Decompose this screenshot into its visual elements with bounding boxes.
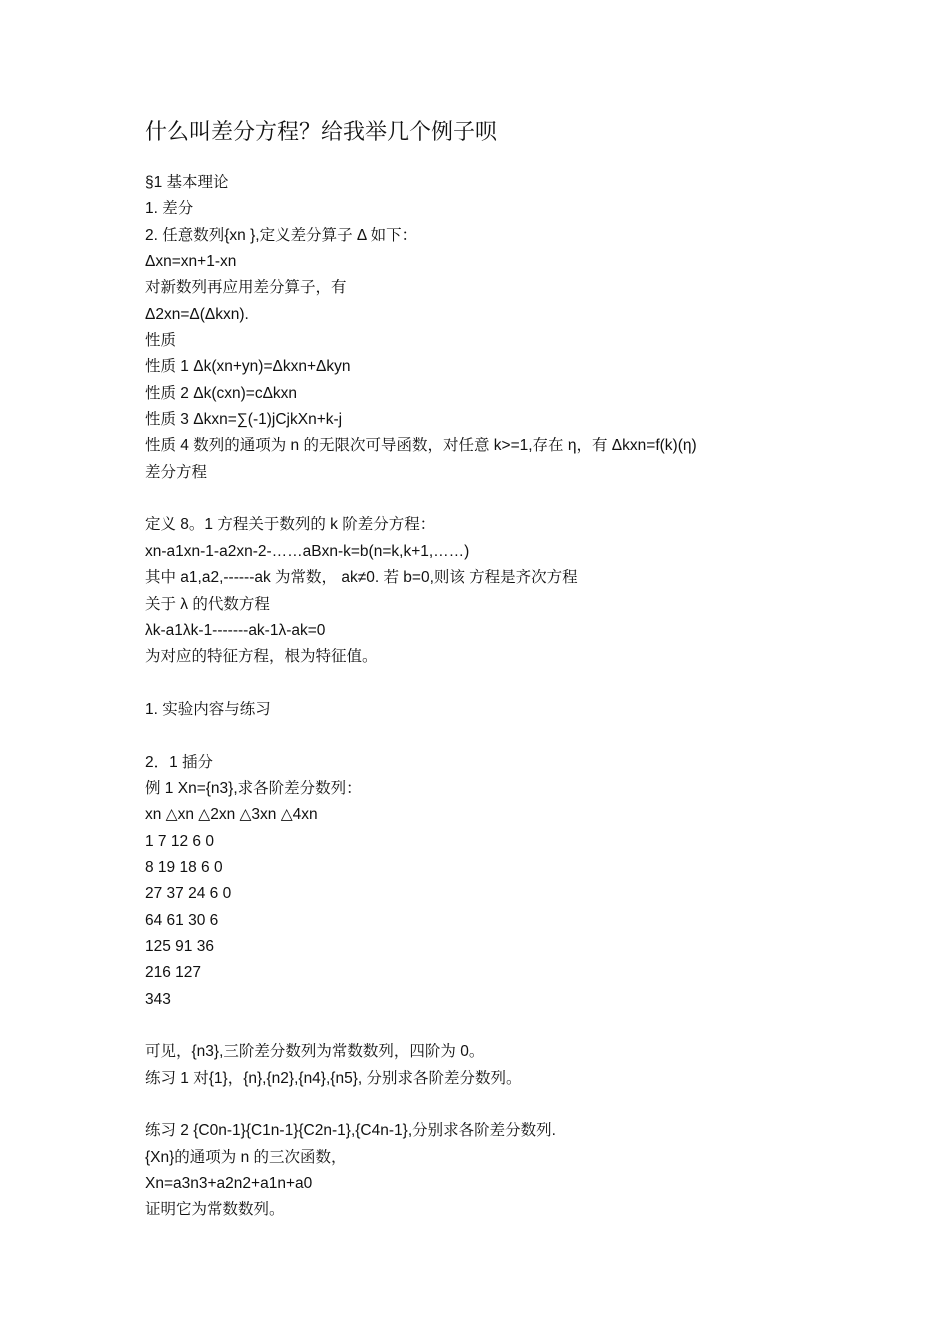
text-line: 343 [145,990,171,1008]
text-line: §1 基本理论 [145,174,229,191]
text-line: 性质 2 Δk(cxn)=cΔkxn [145,384,298,402]
blank-line [145,723,845,749]
text-line: 对新数列再应用差分算子，有 [145,279,347,297]
text-line: Δxn=xn+1-xn [145,253,237,271]
text-lines [145,170,845,1224]
blank-line [145,671,845,697]
text-line: 1. 实验内容与练习 [145,700,271,718]
text-line: 练习 2 {C0n-1}{C1n-1}{C2n-1},{C4n-1},分别求各阶差分数列. [145,1122,556,1140]
text-line: 其中 a1,a2,------ak 为常数， ak≠0. 若 b=0,则该 方程是齐次方程 [145,569,578,587]
text-line: 为对应的特征方程，根为特征值。 [145,648,378,666]
text-line: 证明它为常数数列。 [145,1201,285,1219]
blank-line [145,1013,845,1039]
text-line: 可见，{n3},三阶差分数列为常数数列，四阶为 0。 [145,1043,485,1061]
text-line: xn-a1xn-1-a2xn-2-……aBxn-k=b(n=k,k+1,……) [145,542,470,560]
text-line: 性质 1 Δk(xn+yn)=Δkxn+Δkyn [145,358,351,376]
blank-line [145,486,845,512]
text-line: 64 61 30 6 [145,911,219,929]
document-body [145,117,845,1224]
text-line: 216 127 [145,964,202,982]
text-line: {Xn}的通项为 n 的三次函数， [145,1148,347,1166]
text-line: 例 1 Xn={n3},求各阶差分数列： [145,779,362,797]
text-line: 1 7 12 6 0 [145,832,214,850]
text-line: 性质 4 数列的通项为 n 的无限次可导函数，对任意 k>=1,存在 η，有 Δkxn=f(k)(η) [145,437,697,455]
text-line: λk-a1λk-1-------ak-1λ-ak=0 [145,621,326,639]
text-line: 8 19 18 6 0 [145,858,223,876]
text-line: 性质 3 Δkxn=∑(-1)jCjkXn+k-j [145,411,343,429]
text-line: 2. 任意数列{xn },定义差分算子 Δ 如下： [145,226,418,244]
text-line: 性质 [145,332,177,350]
text-line: 125 91 36 [145,937,214,955]
text-line: 差分方程 [145,463,208,481]
text-line: 练习 1 对{1}，{n},{n2},{n4},{n5}, 分别求各阶差分数列。 [145,1069,522,1087]
text-line: Xn=a3n3+a2n2+a1n+a0 [145,1175,313,1193]
text-line: 定义 8。1 方程关于数列的 k 阶差分方程： [145,516,436,534]
text-line: xn △xn △2xn △3xn △4xn [145,806,318,824]
text-line: 1. 差分 [145,200,194,218]
text-line: Δ2xn=Δ(Δkxn). [145,305,249,323]
document-title: 什么叫差分方程？给我举几个例子呗 [145,120,498,145]
text-line: 关于 λ 的代数方程 [145,595,270,613]
text-line: 2．1 插分 [145,753,214,771]
text-line: 27 37 24 6 0 [145,885,232,903]
blank-line [145,1092,845,1118]
